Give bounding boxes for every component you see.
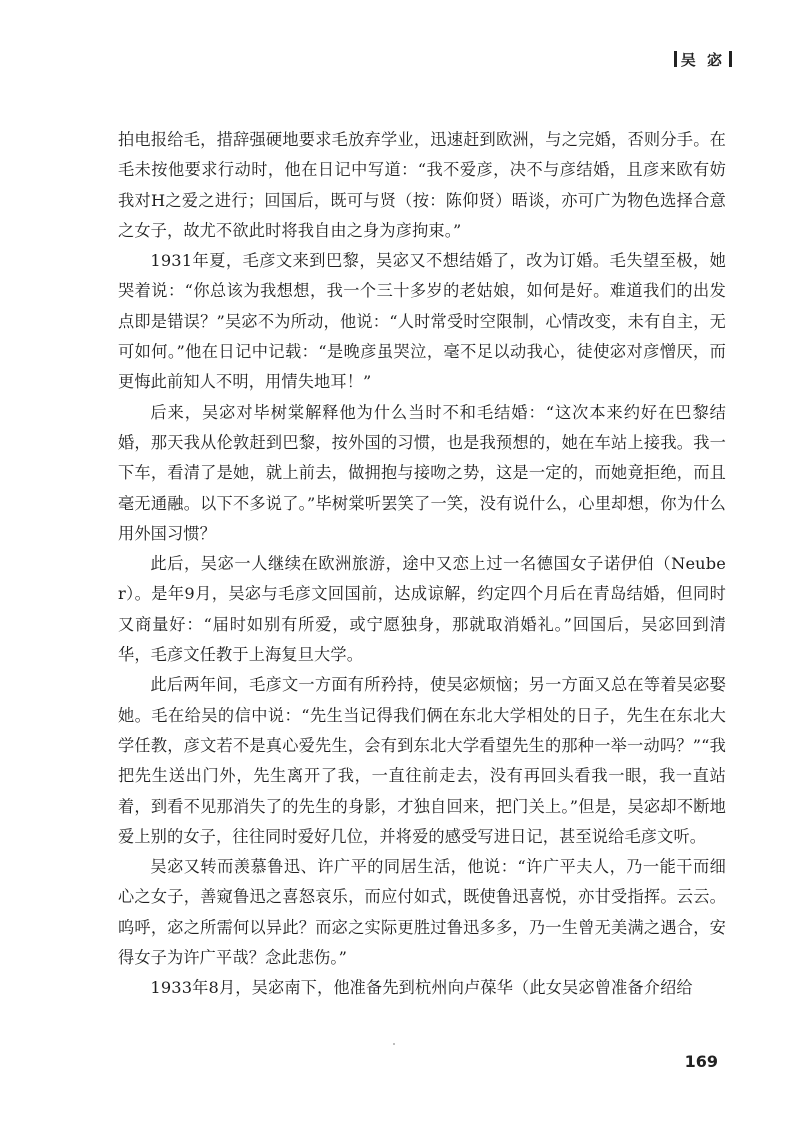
paragraph-7: 1933年8月，吴宓南下，他准备先到杭州向卢葆华（此女吴宓曾准备介绍给 [150, 978, 693, 998]
paragraph-2: 1931年夏，毛彦文来到巴黎，吴宓又不想结婚了，改为订婚。毛失望至极，她哭着说：“你总该为我想想，我一个三十多岁的老姑娘，如何是好。难道我们的出发点即是错误？”吴宓不为所动，他说：“人时常受时空限制，心情改变，未有自主，无可如何。”他在日记中记载：“是晚彦虽哭泣，毫不足以动我心，徒使宓对彦憎厌，而更悔此前知人不明，用情失地耳！” [118, 251, 726, 392]
header-left-bar [674, 51, 677, 67]
body-text [118, 125, 726, 1004]
paragraph-4: 此后，吴宓一人继续在欧洲旅游，途中又恋上过一名德国女子诺伊伯（Neuber）。是年9月，吴宓与毛彦文回国前，达成谅解，约定四个月后在青岛结婚，但同时又商量好：“届时如别有所爱，或宁愿独身，那就取消婚礼。”回国后，吴宓回到清华，毛彦文任教于上海复旦大学。 [118, 554, 726, 665]
paragraph-6: 吴宓又转而羡慕鲁迅、许广平的同居生活，他说：“许广平夫人，乃一能干而细心之女子，善窥鲁迅之喜怒哀乐，而应付如式，既使鲁迅喜悦，亦甘受指挥。云云。呜呼，宓之所需何以异此？而宓之实际更胜过鲁迅多多，乃一生曾无美满之遇合，安得女子为许广平哉？念此悲伤。” [118, 857, 726, 968]
page-number: 169 [684, 1052, 718, 1071]
header-right-bar [729, 51, 732, 67]
chapter-title: 吴 宓 [680, 51, 725, 69]
paragraph-5: 此后两年间，毛彦文一方面有所矜持，使吴宓烦恼；另一方面又总在等着吴宓娶她。毛在给吴的信中说：“先生当记得我们俩在东北大学相处的日子，先生在东北大学任教，彦文若不是真心爱先生，会有到东北大学看望先生的那种一举一动吗？”“我把先生送出门外，先生离开了我，一直往前走去，没有再回头看我一眼，我一直站着，到看不见那消失了的先生的身影，才独自回来，把门关上。”但是，吴宓却不断地爱上别的女子，往往同时爱好几位，并将爱的感受写进日记，甚至说给毛彦文听。 [118, 675, 726, 846]
running-header [670, 50, 736, 70]
paragraph-1: 拍电报给毛，措辞强硬地要求毛放弃学业，迅速赶到欧洲，与之完婚，否则分手。在毛未按他要求行动时，他在日记中写道：“我不爱彦，决不与彦结婚，且彦来欧有妨我对H之爱之进行；回国后，既可与贤（按：陈仰贤）晤谈，亦可广为物色选择合意之女子，故尤不欲此时将我自由之身为彦拘束。” [118, 130, 726, 240]
scan-speck [393, 1043, 395, 1045]
paragraph-3: 后来，吴宓对毕树棠解释他为什么当时不和毛结婚：“这次本来约好在巴黎结婚，那天我从伦敦赶到巴黎，按外国的习惯，也是我预想的，她在车站上接我。我一下车，看清了是她，就上前去，做拥抱与接吻之势，这是一定的，而她竟拒绝，而且毫无通融。以下不多说了。”毕树棠听罢笑了一笑，没有说什么，心里却想，你为什么用外国习惯？ [118, 402, 726, 543]
